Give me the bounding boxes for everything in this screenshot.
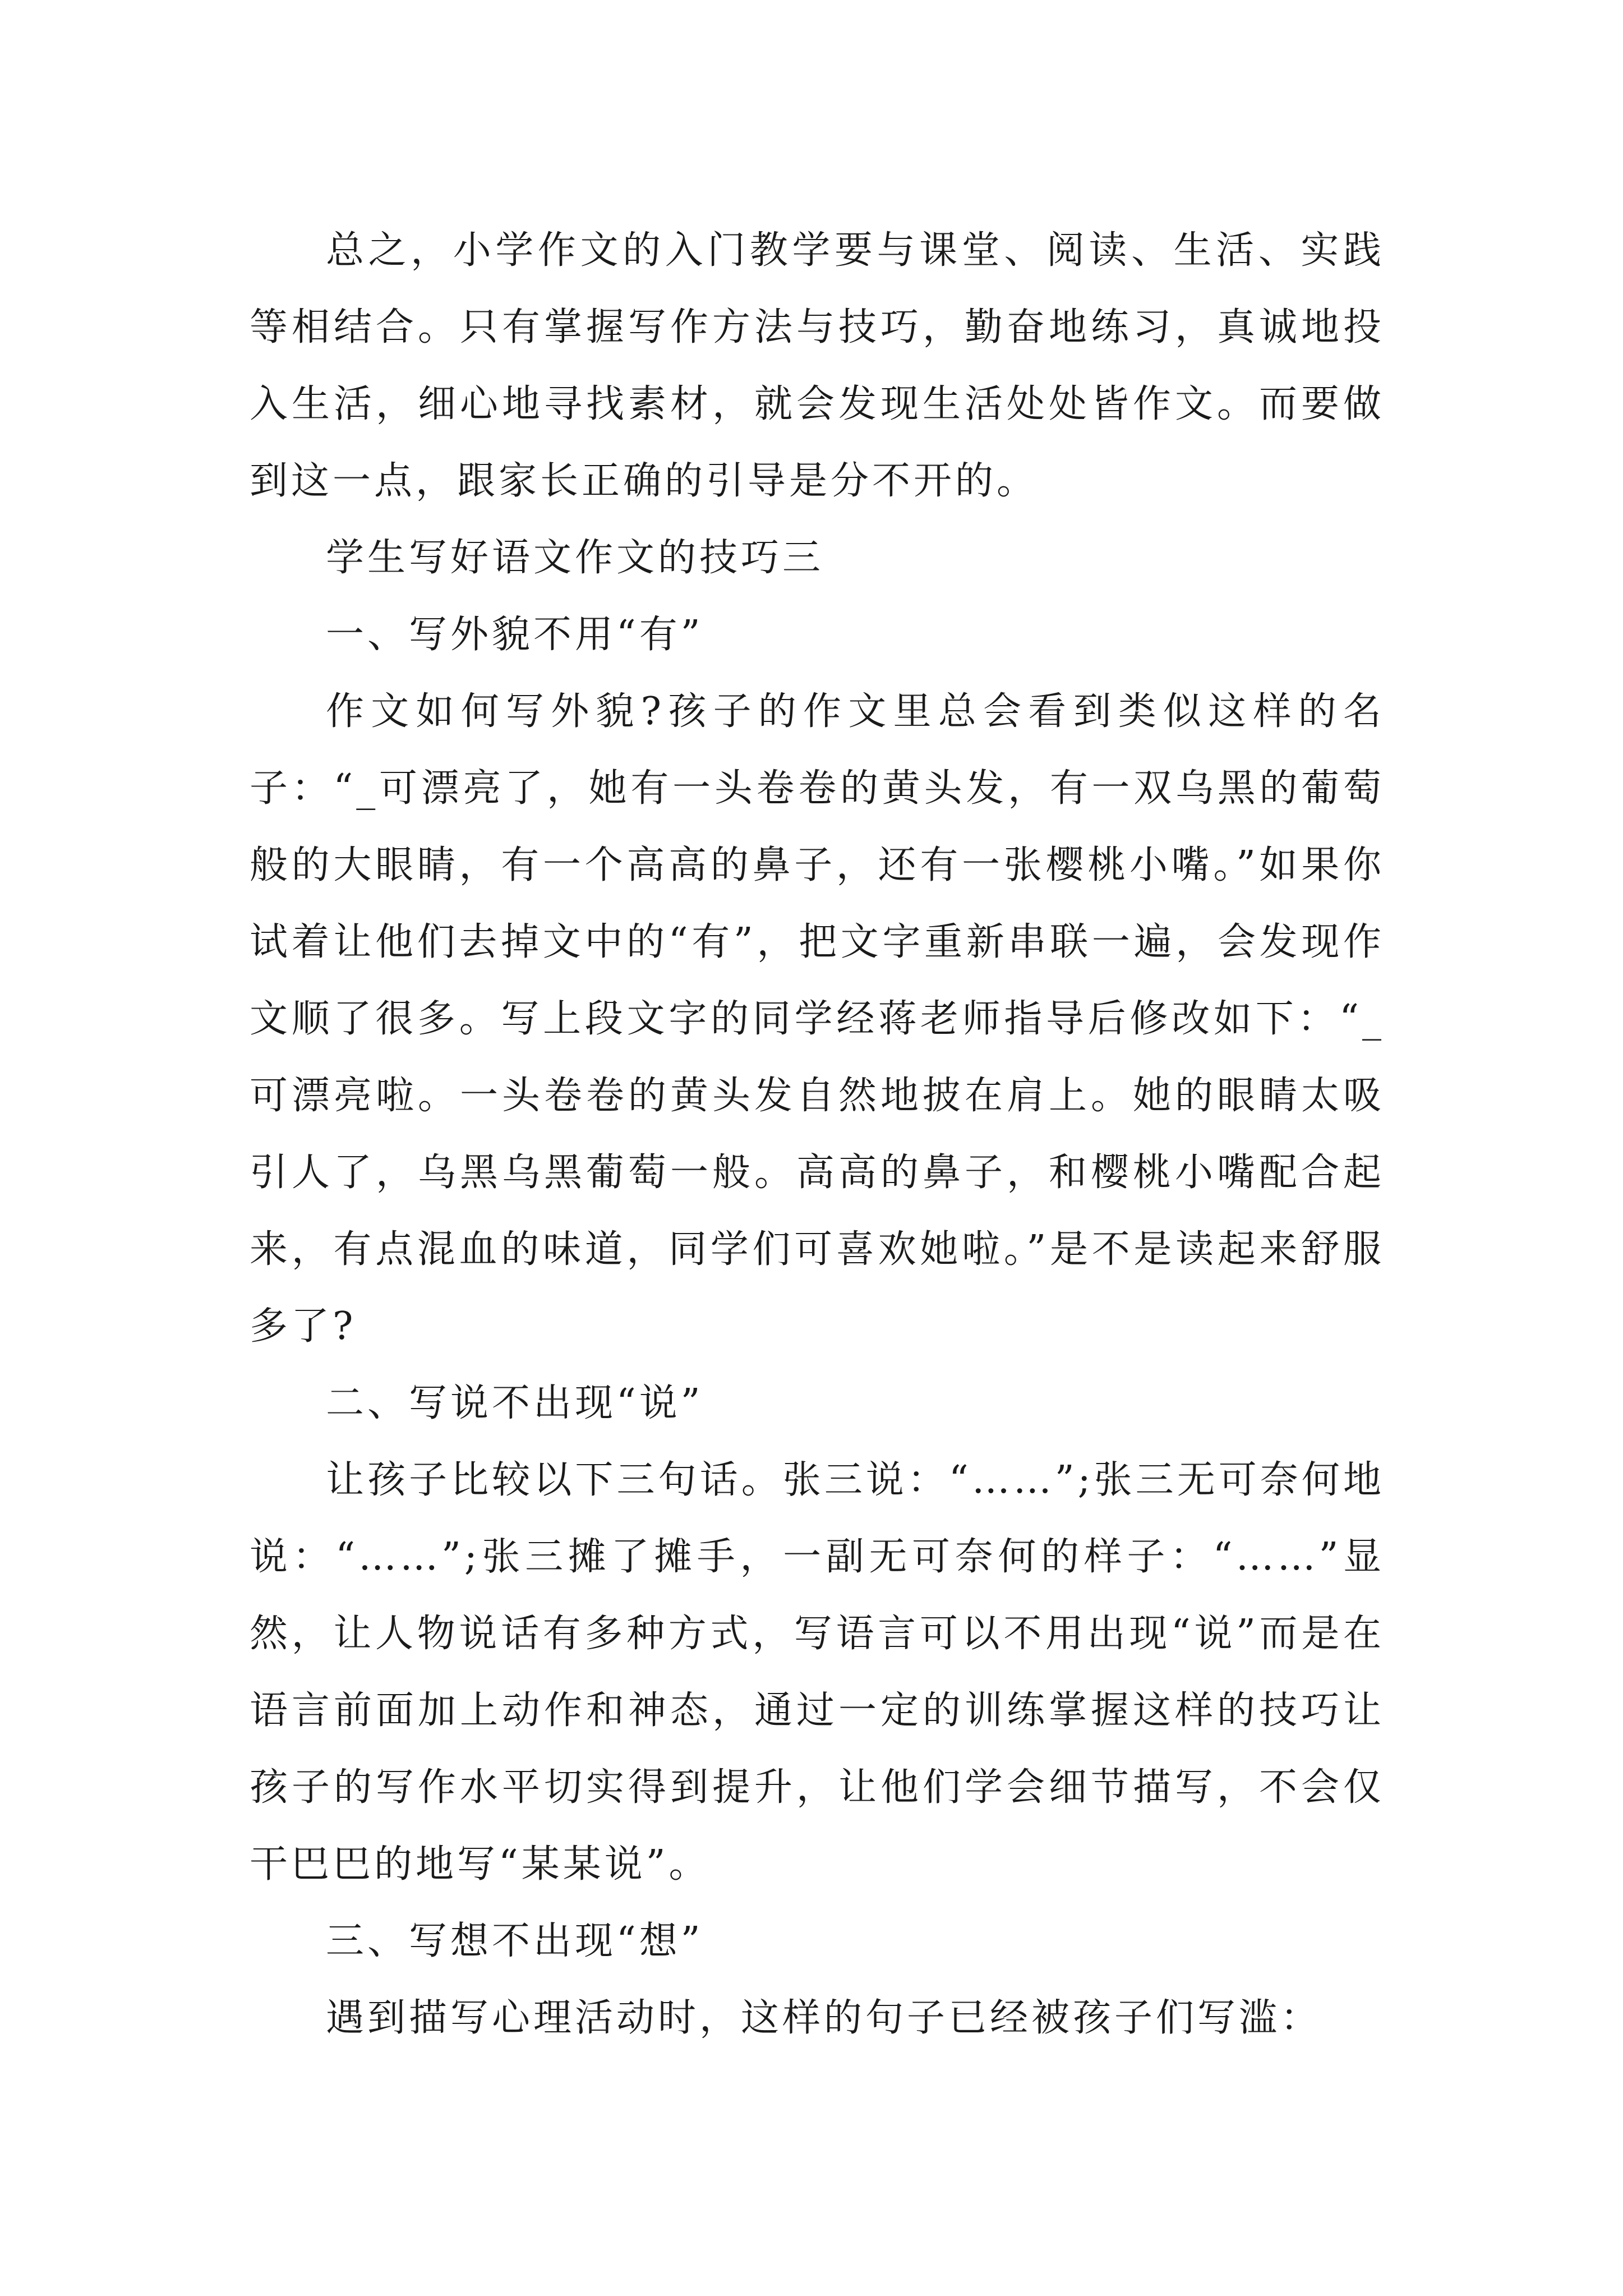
paragraph-thought: 遇到描写心理活动时，这样的句子已经被孩子们写滥： [326,1996,1322,2040]
heading-thought: 三、写想不出现“想” [326,1919,704,1963]
heading-appearance: 一、写外貌不用“有” [326,613,704,657]
paragraph-appearance: 作文如何写外貌?孩子的作文里总会看到类似这样的名子：“_可漂亮了，她有一头卷卷的黄头发，有一双乌黑的葡萄般的大眼睛，有一个高高的鼻子，还有一张樱桃小嘴。”如果你试着让他们去掉文中的“有”，把文字重新串联一遍，会发现作文顺了很多。写上段文字的同学经蒋老师指导后修改如下：“_可漂亮啦。一头卷卷的黄头发自然地披在肩上。她的眼睛太吸引人了，乌黑乌黑葡萄一般。高高的鼻子，和樱桃小嘴配合起来，有点混血的味道，同学们可喜欢她啦。”是不是读起来舒服多了? [250,689,1385,1349]
paragraph-summary: 总之，小学作文的入门教学要与课堂、阅读、生活、实践等相结合。只有掌握写作方法与技巧，勤奋地练习，真诚地投入生活，细心地寻找素材，就会发现生活处处皆作文。而要做到这一点，跟家长正确的引导是分不开的。 [250,228,1385,503]
document-body [250,212,1385,2056]
paragraph-speech: 让孩子比较以下三句话。张三说：“……”;张三无可奈何地说：“……”;张三摊了摊手，一副无可奈何的样子：“……”显然，让人物说话有多种方式，写语言可以不用出现“说”而是在语言前面加上动作和神态，通过一定的训练掌握这样的技巧让孩子的写作水平切实得到提升，让他们学会细节描写，不会仅干巴巴的地写“某某说”。 [250,1458,1385,1887]
heading-speech: 二、写说不出现“说” [326,1381,704,1425]
section-title: 学生写好语文作文的技巧三 [326,536,824,580]
